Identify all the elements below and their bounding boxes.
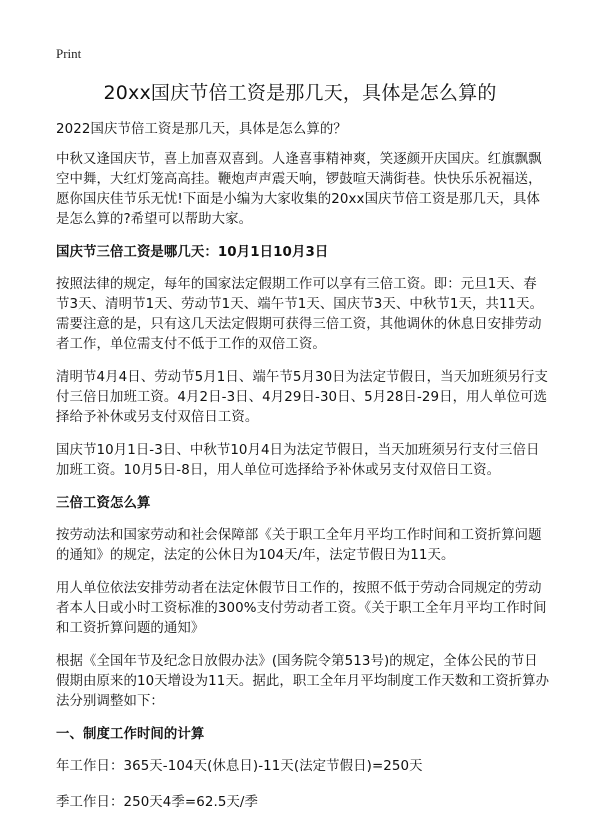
page-title: 20xx国庆节倍工资是那几天，具体是怎么算的 xyxy=(103,82,497,104)
paragraph-legal-holidays: 按照法律的规定，每年的国家法定假期工作可以享有三倍工资。即：元旦1天、春节3天、清明节1天、劳动节1天、端午节1天、国庆节3天、中秋节1天，共11天。需要注意的是，只有这几天法定假期可获得三倍工资，其他调休的休息日安排劳动者工作，单位需支付不低于工作的双倍工资。 xyxy=(56,277,544,352)
article-subtitle: 2022国庆节倍工资是那几天，具体是怎么算的？ xyxy=(56,122,347,137)
formula-quarterly-workdays: 季工作日：250天4季=62.5天/季 xyxy=(56,795,259,810)
intro-paragraph: 中秋又逢国庆节，喜上加喜双喜到。人逢喜事精神爽，笑逐颜开庆国庆。红旗飘飘空中舞，大红灯笼高高挂。鞭炮声声震天响，锣鼓喧天满街巷。快快乐乐祝福送，愿你国庆佳节乐无忧!下面是小编为大家收集的20xx国庆节倍工资是那几天，具体是怎么算的?希望可以帮助大家。 xyxy=(56,152,542,227)
print-link[interactable]: Print xyxy=(56,46,82,61)
section-heading-triple-pay-days: 国庆节三倍工资是哪几天：10月1日10月3日 xyxy=(56,245,329,260)
paragraph-holiday-regulation: 根据《全国年节及纪念日放假办法》(国务院令第513号)的规定，全体公民的节日假期由原来的10天增设为11天。据此，职工全年月平均制度工作天数和工资折算办法分别调整如下： xyxy=(56,654,550,709)
paragraph-labor-law: 按劳动法和国家劳动和社会保障部《关于职工全年月平均工作时间和工资折算问题的通知》的规定，法定的公休日为104天/年，法定节假日为11天。 xyxy=(56,528,542,563)
formula-annual-workdays: 年工作日：365天-104天(休息日)-11天(法定节假日)=250天 xyxy=(56,759,423,774)
paragraph-national-day: 国庆节10月1日-3日、中秋节10月4日为法定节假日，当天加班须另行支付三倍日加班工资。10月5日-8日，用人单位可选择给予补休或另支付双倍日工资。 xyxy=(56,443,540,478)
article-body xyxy=(56,120,550,829)
section-heading-working-time: 一、制度工作时间的计算 xyxy=(56,727,205,742)
paragraph-300-percent: 用人单位依法安排劳动者在法定休假节日工作的，按照不低于劳动合同规定的劳动者本人日或小时工资标准的300%支付劳动者工资。《关于职工全年月平均工作时间和工资折算问题的通知》 xyxy=(56,581,547,636)
paragraph-spring-holidays: 清明节4月4日、劳动节5月1日、端午节5月30日为法定节假日，当天加班须另行支付三倍日加班工资。4月2日-3日、4月29日-30日、5月28日-29日，用人单位可选择给予补休或另支付双倍日工资。 xyxy=(56,370,549,425)
section-heading-calculation: 三倍工资怎么算 xyxy=(56,496,151,511)
